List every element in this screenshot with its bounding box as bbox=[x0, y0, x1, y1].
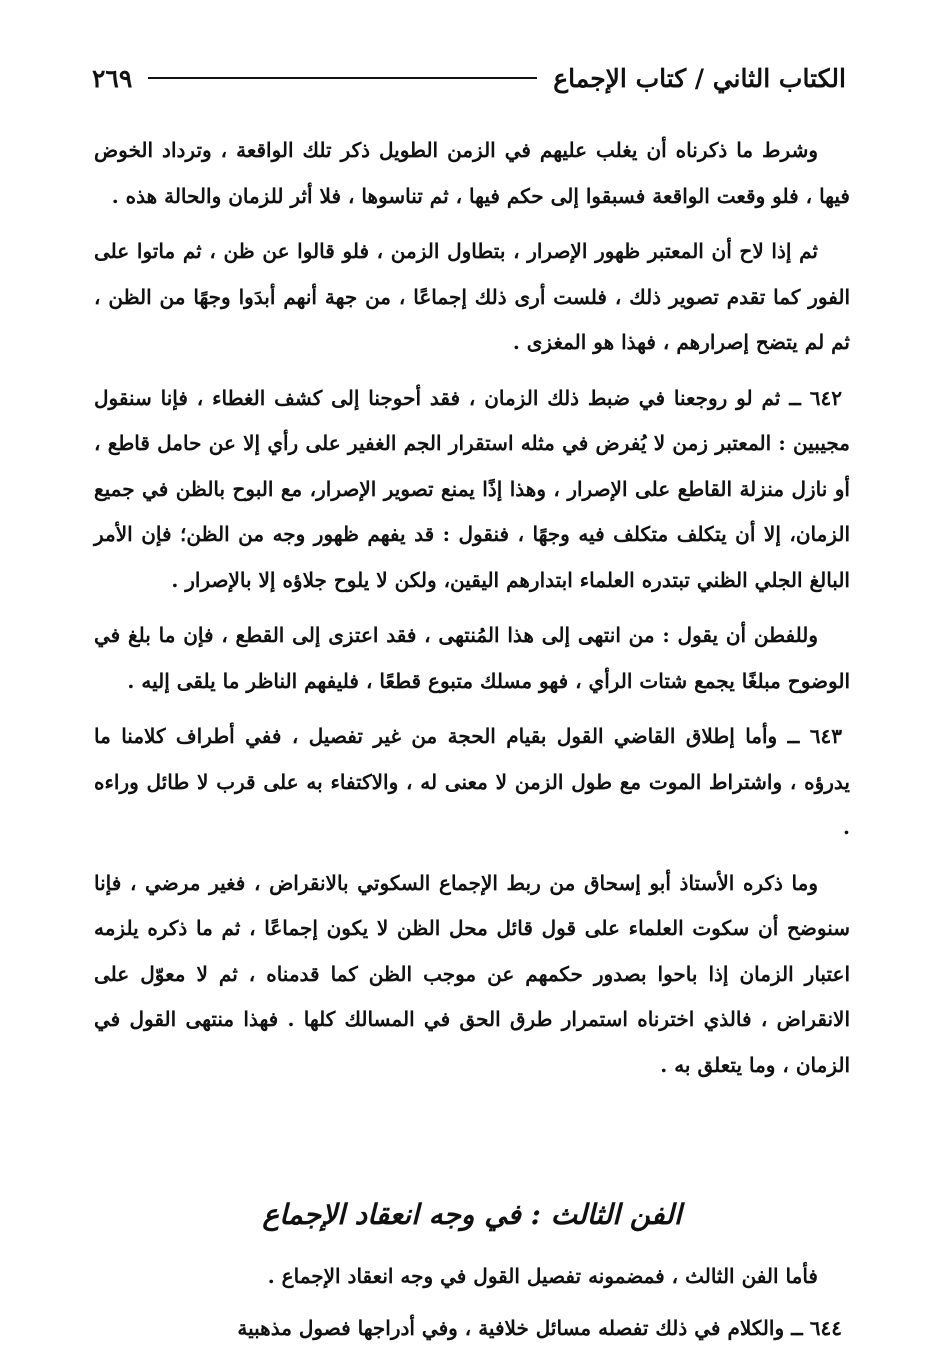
numbered-paragraph-642: ٦٤٢ ــ ثم لو روجعنا في ضبط ذلك الزمان ، فقد أحوجنا إلى كشف الغطاء ، فإنا سنقول مجيبين : المعتبر زمن لا يُفرض في مثله استقرار الجم الغفير على رأي إلا عن حامل قاطع ، أو نازل منزلة القاطع على الإصرار ، وهذا إذًا يمنع تصوير الإصرار، مع البوح بالظن في جميع الزمان، إلا أن يتكلف متكلف فيه وجهًا ، فنقول : قد يفهم ظهور وجه من الظن؛ فإن الأمر البالغ الجلي الظني تبتدره العلماء ابتدارهم اليقين، ولكن لا يلوح جلاؤه إلا بالإصرار . bbox=[94, 385, 850, 592]
paragraph: فأما الفن الثالث ، فمضمونه تفصيل القول في وجه انعقاد الإجماع . bbox=[267, 1264, 818, 1288]
paragraph: وشرط ما ذكرناه أن يغلب عليهم في الزمن الطويل ذكر تلك الواقعة ، وترداد الخوض فيها ، فلو وقعت الواقعة فسبقوا إلى حكم فيها ، ثم تناسوها ، فلا أثر للزمان والحالة هذه . bbox=[94, 138, 850, 208]
page-number: ٢٦٩ bbox=[92, 63, 133, 93]
running-title: الكتاب الثاني / كتاب الإجماع bbox=[553, 63, 846, 93]
paragraph: ثم إذا لاح أن المعتبر ظهور الإصرار ، بتطاول الزمن ، فلو قالوا عن ظن ، ثم ماتوا على الفور كما تقدم تصوير ذلك ، فلست أرى ذلك إجماعًا ، من جهة أنهم أبدَوا وجهًا من الظن ، ثم لم يتضح إصرارهم ، فهذا هو المغزى . bbox=[94, 239, 850, 354]
paragraph: وللفطن أن يقول : من انتهى إلى هذا المُنتهى ، فقد اعتزى إلى القطع ، فإن ما بلغ في الوضوح مبلغًا يجمع شتات الرأي ، فهو مسلك متبوع قطعًا ، فليفهم الناظر ما يلقى إليه . bbox=[94, 623, 850, 693]
paragraph: وما ذكره الأستاذ أبو إسحاق من ربط الإجماع السكوتي بالانقراض ، فغير مرضي ، فإنا سنوضح أن سكوت العلماء على قول قائل محل الظن لا يكون إجماعًا ، ثم ما ذكره يلزمه اعتبار الزمان إذا باحوا بصدور حكمهم عن موجب الظن كما قدمناه ، ثم لا معوّل على الانقراض ، فالذي اخترناه استمرار طرق الحق في المسالك كلها . فهذا منتهى القول في الزمان ، وما يتعلق به . bbox=[94, 870, 850, 1077]
section-heading: الفن الثالث : في وجه انعقاد الإجماع bbox=[262, 1198, 682, 1231]
numbered-paragraph-643: ٦٤٣ ــ وأما إطلاق القاضي القول بقيام الحجة من غير تفصيل ، ففي أطراف كلامنا ما يدرؤه ، واشتراط الموت مع طول الزمن لا معنى له ، والاكتفاء به على قرب لا طائل وراءه . bbox=[94, 724, 850, 839]
header-rule bbox=[148, 77, 537, 79]
body-text bbox=[94, 128, 850, 1098]
tail-text bbox=[94, 1250, 850, 1354]
numbered-paragraph-644: ٦٤٤ ــ والكلام في ذلك تفصله مسائل خلافية ، وفي أدراجها فصول مذهبية bbox=[237, 1316, 842, 1340]
page-header bbox=[92, 58, 846, 98]
